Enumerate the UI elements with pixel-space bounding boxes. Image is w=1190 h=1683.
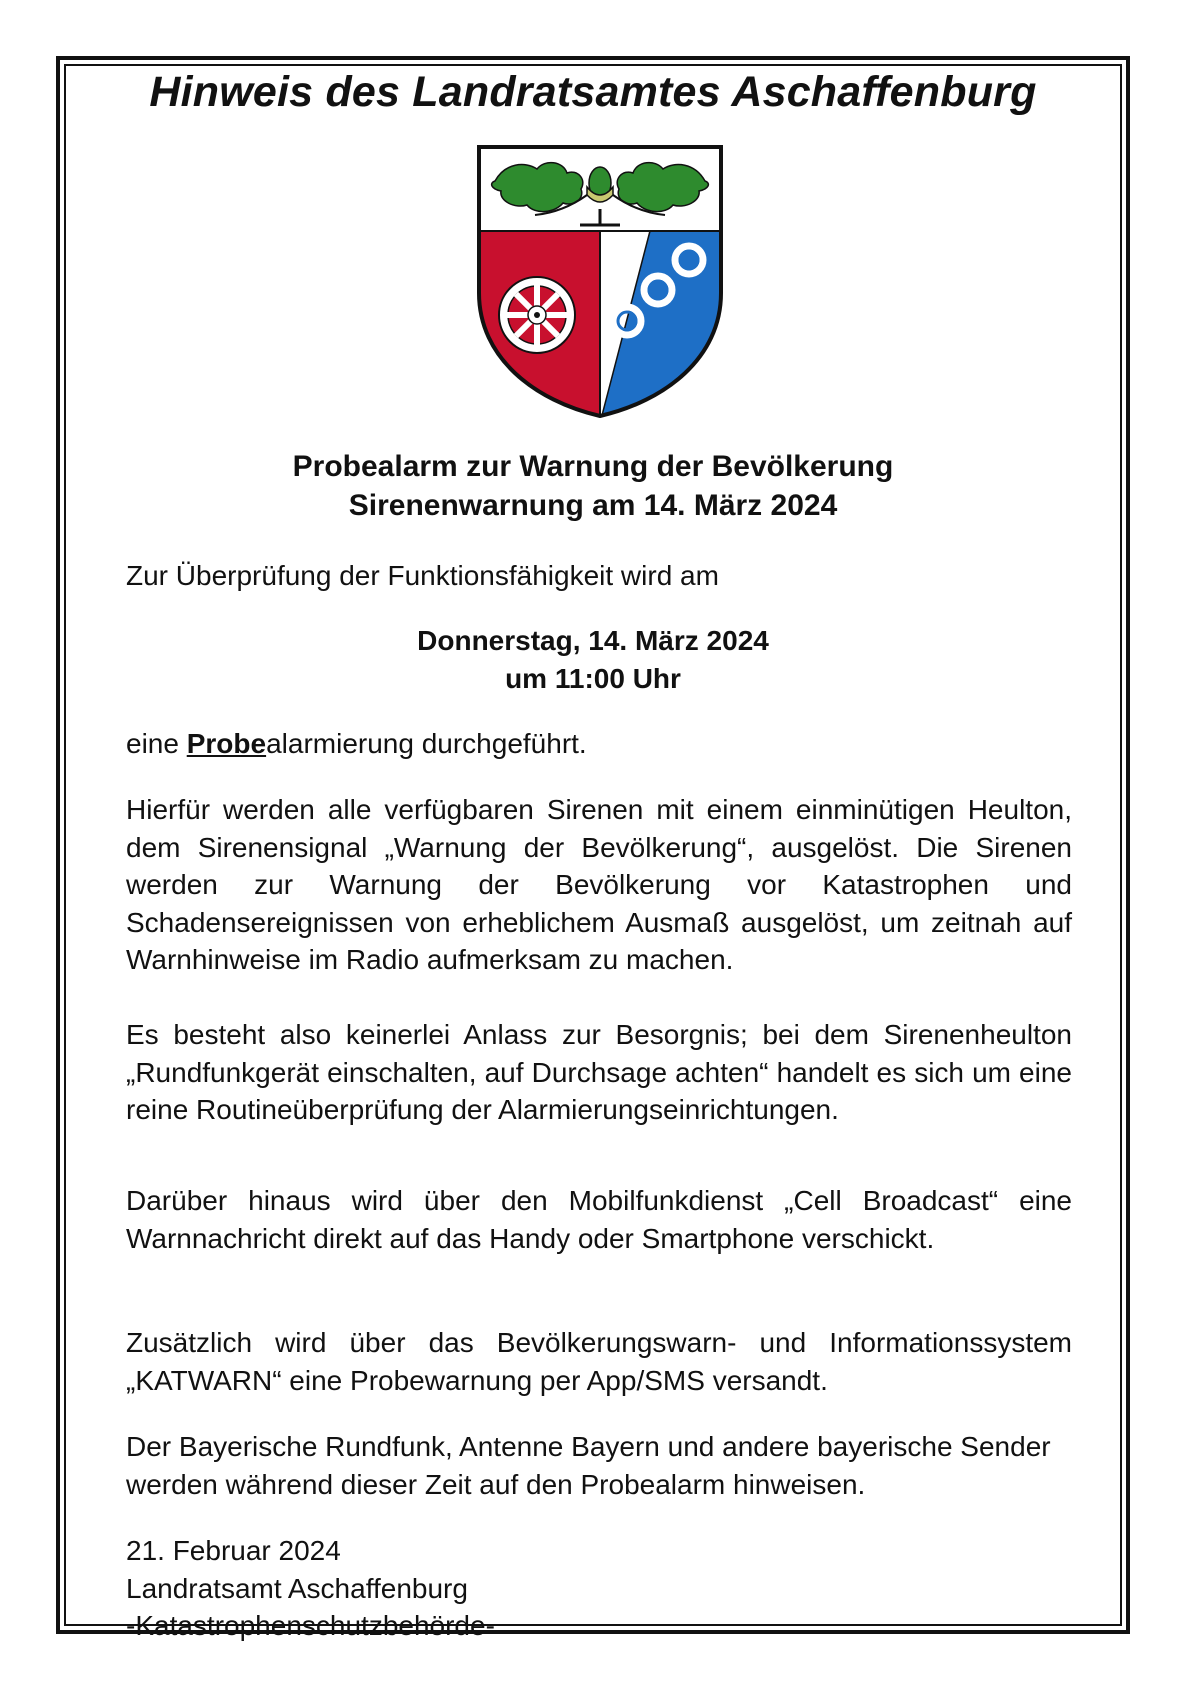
- signature-department: -Katastrophenschutzbehörde-: [126, 1610, 495, 1641]
- paragraph-no-concern: Es besteht also keinerlei Anlass zur Besorgnis; bei dem Sirenenheulton „Rundfunkgerät einschalten, auf Durchsage achten“ handelt es sich um eine reine Routineüberprüfung der Alarmierungseinrichtungen.: [126, 1019, 1072, 1125]
- date-line: Donnerstag, 14. März 2024: [417, 625, 769, 656]
- paragraph-katwarn: Zusätzlich wird über das Bevölkerungswarn- und Informationssystem „KATWARN“ eine Probewarnung per App/SMS versandt.: [126, 1327, 1072, 1396]
- paragraph-radio: Der Bayerische Rundfunk, Antenne Bayern und andere bayerische Sender werden während dieser Zeit auf den Probealarm hinweisen.: [126, 1431, 1051, 1500]
- headline-line-1: Probealarm zur Warnung der Bevölkerung: [292, 450, 894, 483]
- headline-line-2: Sirenenwarnung am 14. März 2024: [348, 489, 838, 522]
- paragraph-sirens: Hierfür werden alle verfügbaren Sirenen mit einem einminütigen Heulton, dem Sirenensignal „Warnung der Bevölkerung“, ausgelöst. Die Sirenen werden zur Warnung der Bevölkerung vor Katastrophen und Schadensereignissen von erheblichem Ausmaß ausgelöst, um zeitnah auf Warnhinweise im Radio aufmerksam zu machen.: [126, 794, 1072, 975]
- paragraph-cell-broadcast: Darüber hinaus wird über den Mobilfunkdienst „Cell Broadcast“ eine Warnnachricht direkt auf das Handy oder Smartphone verschickt.: [126, 1185, 1072, 1254]
- headline: [64, 447, 1122, 525]
- sentence-suffix: alarmierung durchgeführt.: [266, 728, 587, 759]
- signature-block: [126, 1532, 1072, 1645]
- date-block: [64, 622, 1122, 697]
- wheel-icon: [499, 277, 575, 353]
- sentence-prefix: eine: [126, 728, 187, 759]
- probe-sentence: [126, 725, 1072, 763]
- signature-office: Landratsamt Aschaffenburg: [126, 1572, 468, 1604]
- intro-text: Zur Überprüfung der Funktionsfähigkeit wird am: [126, 560, 719, 591]
- probe-emphasis: Probe: [186, 728, 267, 759]
- notice-title: Hinweis des Landratsamtes Aschaffenburg: [149, 68, 1037, 116]
- time-line: um 11:00 Uhr: [505, 662, 681, 694]
- coat-of-arms-icon: [475, 143, 725, 420]
- signature-date: 21. Februar 2024: [126, 1535, 341, 1566]
